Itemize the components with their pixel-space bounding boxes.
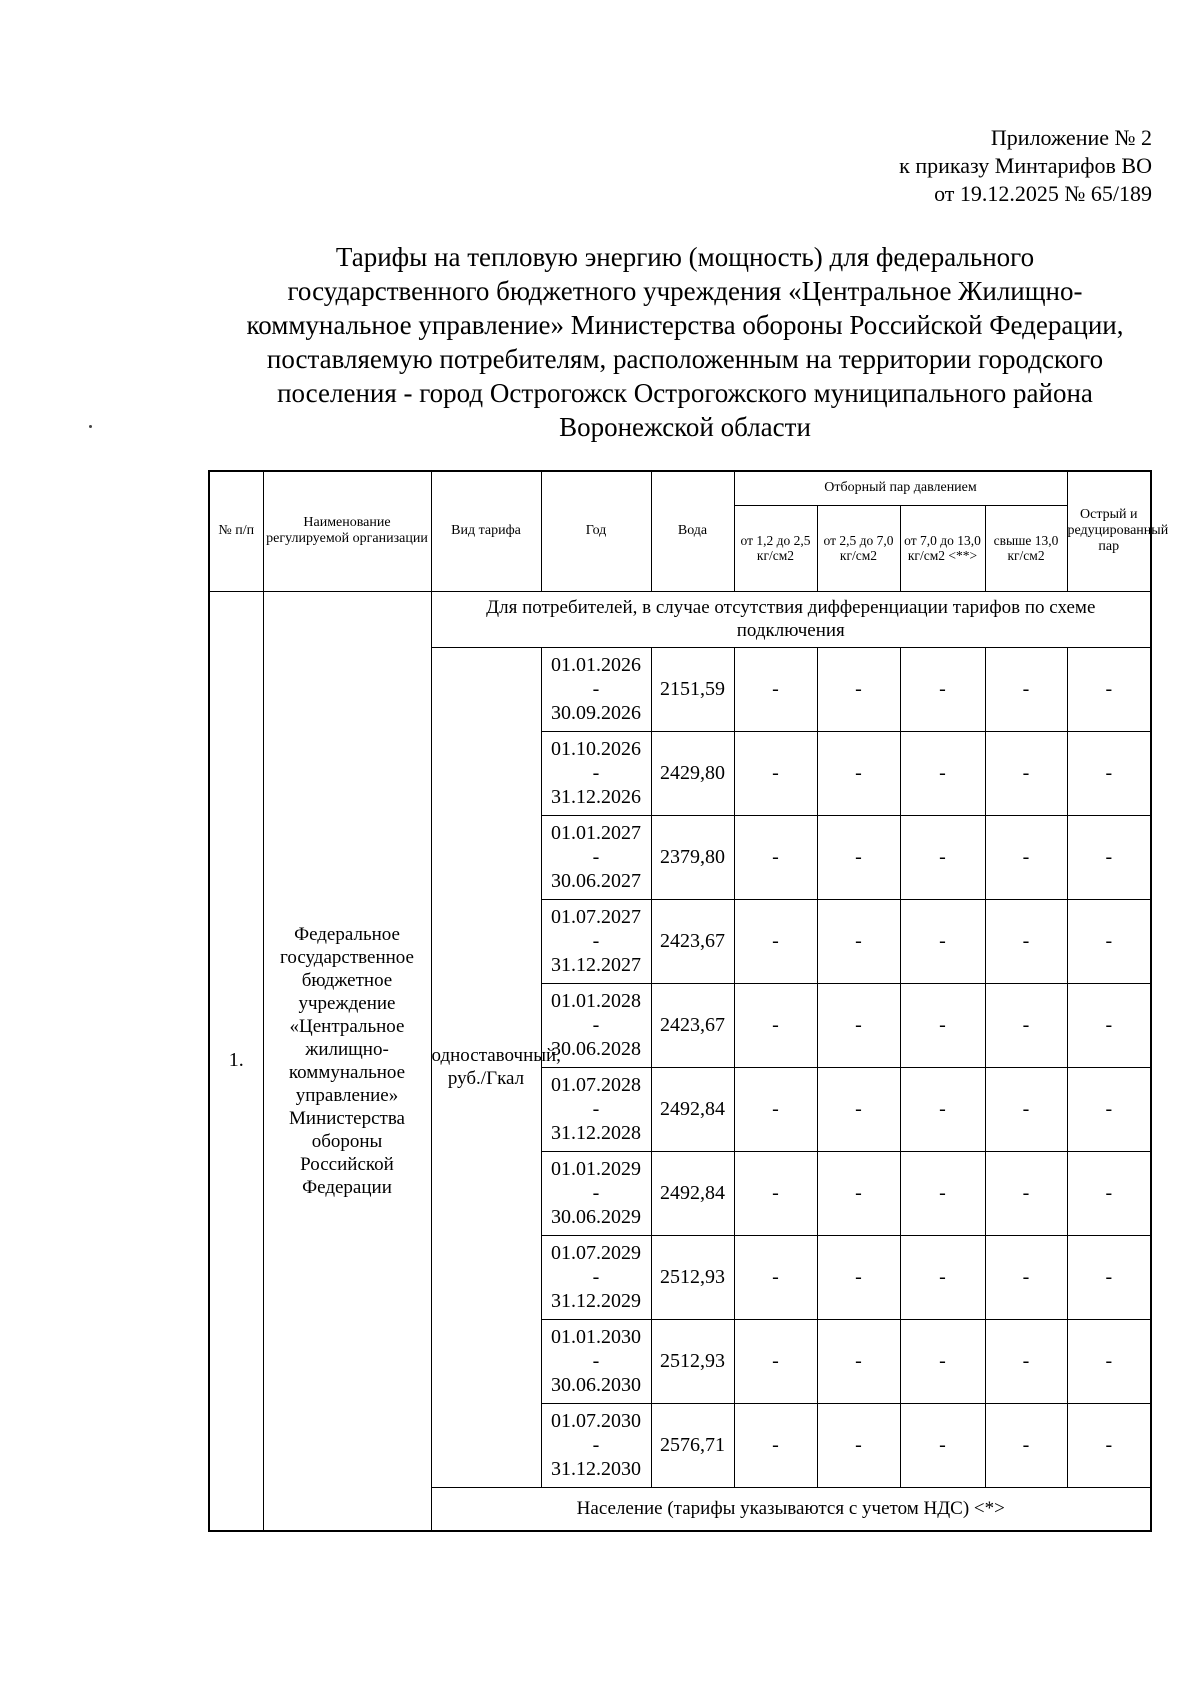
steam-value-s2: - [817,815,900,899]
steam-value-s3: - [900,815,985,899]
steam-value-sharp: - [1067,1319,1151,1403]
period-sep: - [592,678,600,700]
period-sep: - [592,762,600,784]
steam-value-s3: - [900,1403,985,1487]
period-to: 31.12.2030 [551,1458,641,1480]
steam-value-s4: - [985,1403,1067,1487]
steam-value-s2: - [817,1319,900,1403]
steam-value-s4: - [985,1235,1067,1319]
steam-value-s1: - [734,731,817,815]
title-line: поселения - город Острогожск Острогожского муниципального района [277,378,1093,408]
steam-value-s3: - [900,647,985,731]
steam-value-s4: - [985,1151,1067,1235]
title-line: коммунальное управление» Министерства обороны Российской Федерации, [246,310,1124,340]
steam-value-s3: - [900,1235,985,1319]
steam-value-sharp: - [1067,731,1151,815]
steam-value-s2: - [817,1067,900,1151]
water-value: 2379,80 [651,815,734,899]
appendix-line: от 19.12.2025 № 65/189 [934,181,1152,206]
tariff-type: одноставочный, руб./Гкал [431,647,541,1487]
header-water: Вода [651,471,734,591]
period-cell [541,1151,651,1235]
period-sep: - [592,1350,600,1372]
steam-value-s2: - [817,647,900,731]
header-steam-group: Отборный пар давлением [734,471,1067,505]
header-steam-4: свыше 13,0 кг/см2 [985,505,1067,591]
steam-value-s3: - [900,1151,985,1235]
period-from: 01.07.2030 [551,1410,641,1432]
period-sep: - [592,1266,600,1288]
water-value: 2492,84 [651,1067,734,1151]
steam-value-s3: - [900,1319,985,1403]
period-to: 31.12.2029 [551,1290,641,1312]
steam-value-s1: - [734,1319,817,1403]
header-num: № п/п [209,471,263,591]
period-from: 01.01.2029 [551,1158,641,1180]
steam-value-s1: - [734,1403,817,1487]
steam-value-sharp: - [1067,899,1151,983]
steam-value-sharp: - [1067,1151,1151,1235]
steam-value-s3: - [900,899,985,983]
steam-value-s1: - [734,647,817,731]
steam-value-s4: - [985,731,1067,815]
steam-value-s1: - [734,1235,817,1319]
tariffs-table [208,470,1169,1532]
steam-value-s3: - [900,731,985,815]
steam-value-s3: - [900,1067,985,1151]
steam-value-s1: - [734,1067,817,1151]
steam-value-sharp: - [1067,1067,1151,1151]
appendix-line: к приказу Минтарифов ВО [899,153,1152,178]
period-sep: - [592,846,600,868]
steam-value-sharp: - [1067,815,1151,899]
period-to: 30.06.2029 [551,1206,641,1228]
steam-value-s2: - [817,983,900,1067]
period-from: 01.07.2029 [551,1242,641,1264]
steam-value-s4: - [985,983,1067,1067]
period-sep: - [592,1182,600,1204]
period-to: 31.12.2028 [551,1122,641,1144]
period-to: 30.06.2030 [551,1374,641,1396]
organization-name: Федеральное государственное бюджетное учреждение «Центральное жилищно-коммунальное управление» Министерства обороны Российской Федерации [263,591,431,1531]
period-cell [541,1067,651,1151]
period-cell [541,1235,651,1319]
water-value: 2423,67 [651,899,734,983]
period-sep: - [592,930,600,952]
section-consumers: Для потребителей, в случае отсутствия дифференциации тарифов по схеме подключения [431,591,1151,647]
title-line: государственного бюджетного учреждения «Центральное Жилищно- [287,276,1083,306]
period-cell [541,899,651,983]
steam-value-sharp: - [1067,983,1151,1067]
water-value: 2512,93 [651,1319,734,1403]
period-from: 01.07.2027 [551,906,641,928]
water-value: 2512,93 [651,1235,734,1319]
steam-value-s2: - [817,1151,900,1235]
water-value: 2429,80 [651,731,734,815]
period-from: 01.01.2028 [551,990,641,1012]
header-organization: Наименование регулируемой организации [263,471,431,591]
steam-value-s4: - [985,899,1067,983]
steam-value-s3: - [900,983,985,1067]
steam-value-s2: - [817,731,900,815]
document-title [190,240,1180,444]
steam-value-s4: - [985,1319,1067,1403]
period-cell [541,1319,651,1403]
row-number: 1. [209,591,263,1531]
steam-value-s2: - [817,1235,900,1319]
water-value: 2151,59 [651,647,734,731]
period-from: 01.01.2030 [551,1326,641,1348]
water-value: 2423,67 [651,983,734,1067]
steam-value-s4: - [985,647,1067,731]
period-to: 30.06.2028 [551,1038,641,1060]
header-sharp-steam: Острый и редуцированный пар [1067,471,1151,591]
steam-value-sharp: - [1067,1403,1151,1487]
period-from: 01.07.2028 [551,1074,641,1096]
header-tariff-type: Вид тарифа [431,471,541,591]
period-sep: - [592,1434,600,1456]
header-steam-2: от 2,5 до 7,0 кг/см2 [817,505,900,591]
water-value: 2576,71 [651,1403,734,1487]
steam-value-sharp: - [1067,1235,1151,1319]
appendix-line: Приложение № 2 [990,125,1152,150]
steam-value-s1: - [734,815,817,899]
steam-value-sharp: - [1067,647,1151,731]
header-steam-3: от 7,0 до 13,0 кг/см2 <**> [900,505,985,591]
section-population: Население (тарифы указываются с учетом НДС) <*> [431,1487,1151,1531]
period-sep: - [592,1098,600,1120]
period-from: 01.10.2026 [551,738,641,760]
period-cell [541,983,651,1067]
steam-value-s1: - [734,899,817,983]
period-to: 31.12.2027 [551,954,641,976]
period-to: 30.09.2026 [551,702,641,724]
steam-value-s4: - [985,815,1067,899]
water-value: 2492,84 [651,1151,734,1235]
header-steam-1: от 1,2 до 2,5 кг/см2 [734,505,817,591]
steam-value-s2: - [817,899,900,983]
period-cell [541,815,651,899]
header-year: Год [541,471,651,591]
steam-value-s2: - [817,1403,900,1487]
title-line: поставляемую потребителям, расположенным на территории городского [266,344,1104,374]
steam-value-s1: - [734,1151,817,1235]
period-sep: - [592,1014,600,1036]
period-cell [541,731,651,815]
period-to: 31.12.2026 [551,786,641,808]
period-cell [541,647,651,731]
appendix-reference [899,124,1152,208]
period-cell [541,1403,651,1487]
title-line: Воронежской области [559,412,811,442]
steam-value-s4: - [985,1067,1067,1151]
period-from: 01.01.2027 [551,822,641,844]
steam-value-s1: - [734,983,817,1067]
period-from: 01.01.2026 [551,654,641,676]
scan-speck [89,425,92,428]
period-to: 30.06.2027 [551,870,641,892]
title-line: Тарифы на тепловую энергию (мощность) для федерального [335,242,1035,272]
